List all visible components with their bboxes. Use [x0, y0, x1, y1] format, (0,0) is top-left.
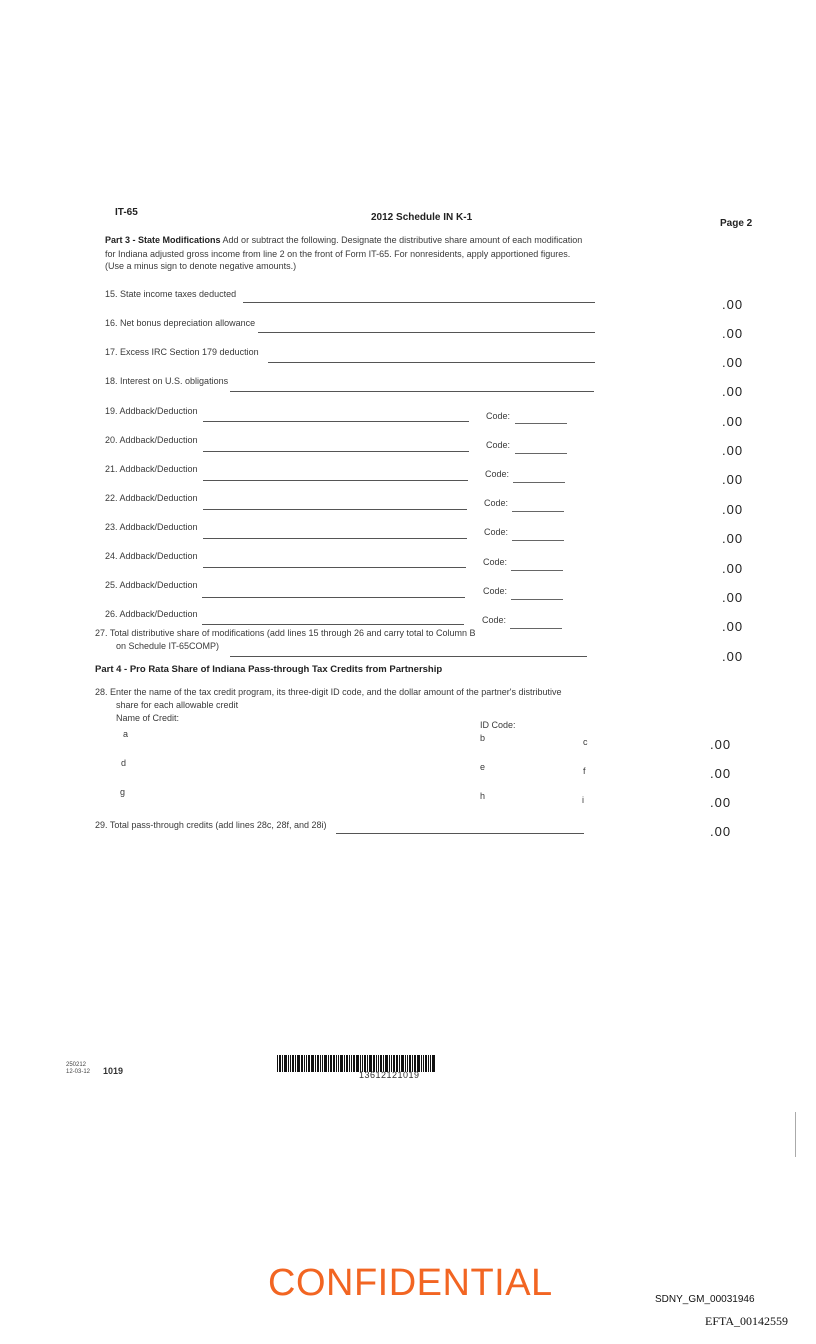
- line-25-code-field[interactable]: [511, 599, 563, 600]
- barcode-bar: [346, 1055, 348, 1072]
- barcode-bar: [430, 1055, 431, 1072]
- barcode-bar: [297, 1055, 300, 1072]
- line-24-label: 24. Addback/Deduction: [105, 551, 198, 561]
- form-code-top: 250212: [66, 1062, 87, 1068]
- line-23-label: 23. Addback/Deduction: [105, 522, 198, 532]
- barcode-bar: [428, 1055, 429, 1072]
- line-17-field[interactable]: [268, 362, 595, 363]
- line-18-label: 18. Interest on U.S. obligations: [105, 376, 229, 386]
- line-29-field[interactable]: [336, 833, 584, 834]
- line-28-label-cont: share for each allowable credit: [116, 700, 239, 710]
- barcode-bar: [288, 1055, 289, 1072]
- barcode-bar: [282, 1055, 283, 1072]
- line-18-amount[interactable]: .00: [722, 384, 744, 399]
- line-17-amount[interactable]: .00: [722, 355, 744, 370]
- line-23-code-field[interactable]: [512, 540, 564, 541]
- line-22-amount[interactable]: .00: [722, 502, 744, 517]
- line-17-label: 17. Excess IRC Section 179 deduction: [105, 347, 259, 357]
- line-26-label: 26. Addback/Deduction: [105, 609, 198, 619]
- barcode-bar: [432, 1055, 435, 1072]
- credit-amt-f-label: f: [583, 766, 586, 776]
- credit-id-b[interactable]: b: [480, 733, 486, 743]
- line-21-field[interactable]: [203, 480, 468, 481]
- barcode-bar: [317, 1055, 319, 1072]
- part3-intro3: (Use a minus sign to denote negative amounts.): [105, 261, 297, 271]
- line-19-field[interactable]: [203, 421, 469, 422]
- line-27-label: 27. Total distributive share of modifications (add lines 15 through 26 and carry total to Column B: [95, 628, 476, 638]
- barcode-bar: [290, 1055, 291, 1072]
- line-27-amount[interactable]: .00: [722, 649, 744, 664]
- barcode-bar: [315, 1055, 316, 1072]
- line-21-amount[interactable]: .00: [722, 472, 744, 487]
- part3-heading: Part 3 - State Modifications: [105, 235, 221, 245]
- credit-amount-i[interactable]: .00: [710, 795, 732, 810]
- line-19-amount[interactable]: .00: [722, 414, 744, 429]
- line-19-code-label: Code:: [486, 411, 511, 421]
- id-code-label: ID Code:: [480, 720, 516, 730]
- bates-number-2: EFTA_00142559: [705, 1314, 789, 1328]
- line-16-amount[interactable]: .00: [722, 326, 744, 341]
- part3-intro-line1: [105, 235, 582, 245]
- barcode-bar: [292, 1055, 294, 1072]
- scan-edge-mark: [795, 1112, 796, 1157]
- part4-heading: Part 4 - Pro Rata Share of Indiana Pass-through Tax Credits from Partnership: [95, 664, 443, 675]
- line-20-code-label: Code:: [486, 440, 511, 450]
- line-26-field[interactable]: [202, 624, 464, 625]
- barcode-bar: [425, 1055, 427, 1072]
- barcode-bar: [423, 1055, 424, 1072]
- line-26-code-field[interactable]: [510, 628, 562, 629]
- line-26-amount[interactable]: .00: [722, 619, 744, 634]
- line-15-amount[interactable]: .00: [722, 297, 744, 312]
- barcode-bar: [308, 1055, 310, 1072]
- line-23-amount[interactable]: .00: [722, 531, 744, 546]
- barcode-bar: [284, 1055, 287, 1072]
- line-16-label: 16. Net bonus depreciation allowance: [105, 318, 256, 328]
- barcode-bar: [301, 1055, 303, 1072]
- barcode-bar: [295, 1055, 296, 1072]
- line-24-code-field[interactable]: [511, 570, 563, 571]
- part3-intro2: for Indiana adjusted gross income from line 2 on the front of Form IT-65. For nonresidents, apply apportioned figures.: [105, 249, 571, 259]
- barcode-number: 13612121019: [359, 1070, 420, 1080]
- barcode-bar: [421, 1055, 422, 1072]
- barcode-bar: [311, 1055, 314, 1072]
- line-23-code-label: Code:: [484, 527, 509, 537]
- form-code-block: [66, 1062, 90, 1076]
- line-22-label: 22. Addback/Deduction: [105, 493, 198, 503]
- barcode-bar: [279, 1055, 281, 1072]
- credit-name-d[interactable]: d: [121, 758, 127, 768]
- credit-amount-c[interactable]: .00: [710, 737, 732, 752]
- credit-name-g[interactable]: g: [120, 787, 126, 797]
- line-20-amount[interactable]: .00: [722, 443, 744, 458]
- form-number: 1019: [103, 1066, 124, 1076]
- barcode-bar: [349, 1055, 350, 1072]
- form-title: 2012 Schedule IN K-1: [371, 212, 473, 223]
- line-19-label: 19. Addback/Deduction: [105, 406, 198, 416]
- barcode-bar: [304, 1055, 305, 1072]
- line-22-field[interactable]: [203, 509, 467, 510]
- page-number: Page 2: [720, 218, 753, 229]
- line-23-field[interactable]: [203, 538, 467, 539]
- line-29-label: 29. Total pass-through credits (add lines 28c, 28f, and 28i): [95, 820, 327, 830]
- barcode-bar: [344, 1055, 345, 1072]
- barcode-bar: [277, 1055, 278, 1072]
- line-28-label: 28. Enter the name of the tax credit program, its three-digit ID code, and the dollar amount of the partner's distributive: [95, 687, 562, 697]
- line-15-label: 15. State income taxes deducted: [105, 289, 237, 299]
- barcode-bar: [306, 1055, 307, 1072]
- barcode-bar: [333, 1055, 335, 1072]
- barcode-bar: [322, 1055, 323, 1072]
- line-29-amount[interactable]: .00: [710, 824, 732, 839]
- name-of-credit-label: Name of Credit:: [116, 713, 180, 723]
- bates-number-1: SDNY_GM_00031946: [655, 1294, 755, 1305]
- credit-amt-i-label: i: [582, 795, 584, 805]
- line-21-label: 21. Addback/Deduction: [105, 464, 198, 474]
- line-27-field[interactable]: [230, 656, 587, 657]
- form-id: IT-65: [115, 207, 138, 218]
- line-25-field[interactable]: [202, 597, 465, 598]
- line-24-code-label: Code:: [483, 557, 508, 567]
- barcode-bar: [338, 1055, 339, 1072]
- part3-intro1: Add or subtract the following. Designate the distributive share amount of each modification: [222, 235, 583, 245]
- line-15-field[interactable]: [243, 302, 595, 303]
- barcode-bar: [324, 1055, 327, 1072]
- line-19-code-field[interactable]: [515, 423, 567, 424]
- line-25-label: 25. Addback/Deduction: [105, 580, 198, 590]
- confidential-stamp: CONFIDENTIAL: [268, 1262, 553, 1304]
- barcode-bar: [328, 1055, 329, 1072]
- barcode-bar: [340, 1055, 343, 1072]
- line-24-amount[interactable]: .00: [722, 561, 744, 576]
- credit-name-a[interactable]: a: [123, 729, 129, 739]
- barcode-bar: [320, 1055, 321, 1072]
- form-date: 12-03-12: [66, 1069, 91, 1075]
- line-26-code-label: Code:: [482, 615, 507, 625]
- line-22-code-label: Code:: [484, 498, 509, 508]
- line-21-code-label: Code:: [485, 469, 510, 479]
- line-24-field[interactable]: [203, 567, 466, 568]
- line-22-code-field[interactable]: [512, 511, 564, 512]
- line-18-field[interactable]: [230, 391, 594, 392]
- credit-amount-f[interactable]: .00: [710, 766, 732, 781]
- barcode-bar: [351, 1055, 352, 1072]
- line-20-code-field[interactable]: [515, 453, 567, 454]
- line-16-field[interactable]: [258, 332, 595, 333]
- barcode-bar: [336, 1055, 337, 1072]
- line-27-label-cont: on Schedule IT-65COMP): [116, 641, 220, 651]
- credit-id-e[interactable]: e: [480, 762, 486, 772]
- line-21-code-field[interactable]: [513, 482, 565, 483]
- credit-id-h[interactable]: h: [480, 791, 486, 801]
- barcode-bar: [330, 1055, 332, 1072]
- barcode-bar: [353, 1055, 355, 1072]
- line-20-field[interactable]: [203, 451, 469, 452]
- line-25-code-label: Code:: [483, 586, 508, 596]
- credit-amt-c-label: c: [583, 737, 588, 747]
- line-25-amount[interactable]: .00: [722, 590, 744, 605]
- line-20-label: 20. Addback/Deduction: [105, 435, 198, 445]
